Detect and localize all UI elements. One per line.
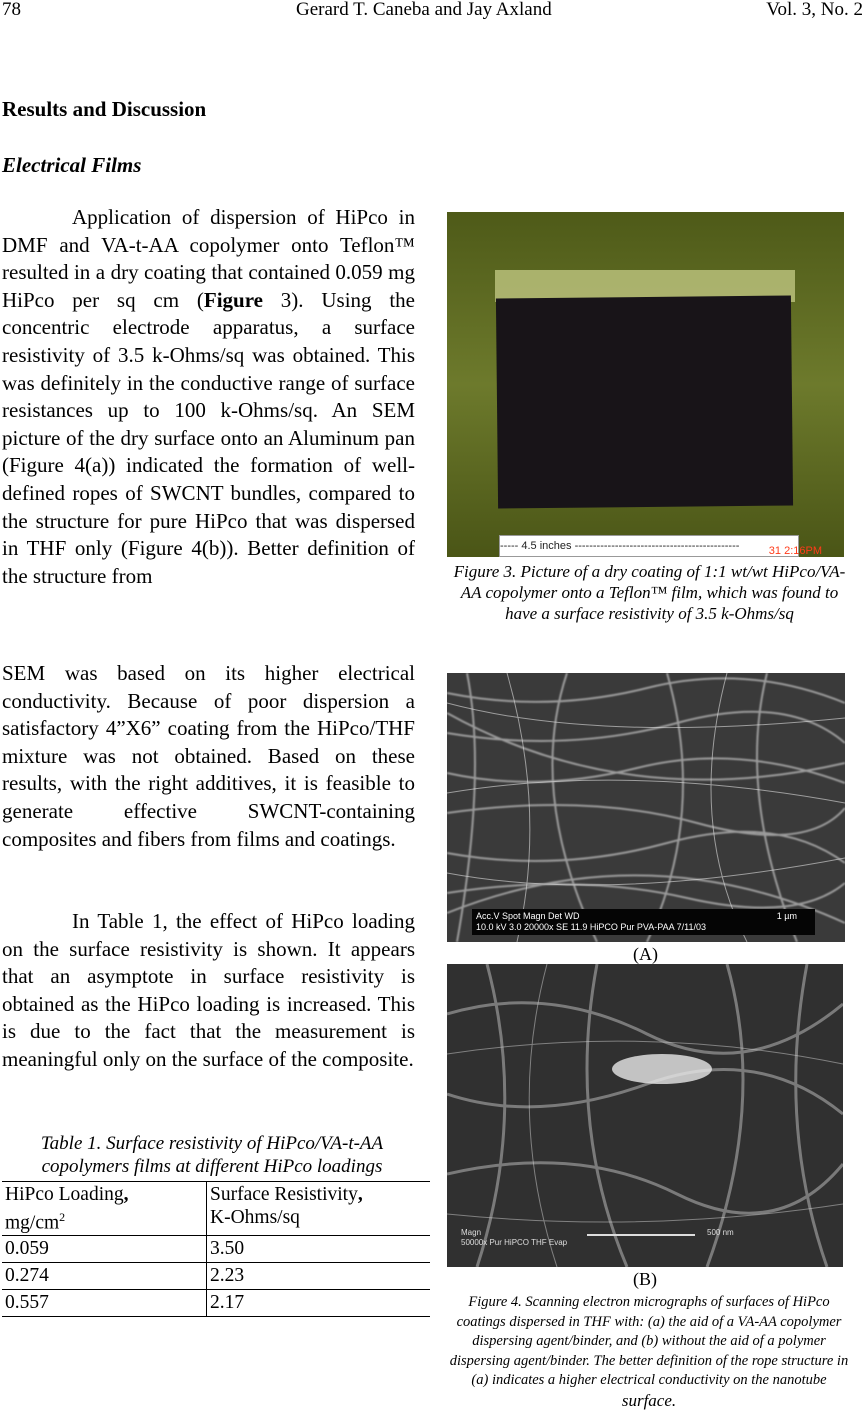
paragraph-3-text: In Table 1, the effect of HiPco loading on the surface resistivity is shown. It appears that an asymptote in surface resistivity is obtained as the HiPco loading is increased. This is due to the fact that the measurement is meaningful only on the surface of the composite. xyxy=(2,909,415,1071)
header-authors: Gerard T. Caneba and Jay Axland xyxy=(296,0,552,20)
cell-resistivity: 2.17 xyxy=(207,1290,431,1317)
paragraph-3 xyxy=(2,908,415,1074)
figure-4a-label: (A) xyxy=(633,944,658,964)
figure-3-caption: Figure 3. Picture of a dry coating of 1:1 wt/wt HiPco/VA-AA copolymer onto a Teflon™ film, which was found to have a surface resistivity of 3.5 k-Ohms/sq xyxy=(453,562,846,623)
table-caption: Table 1. Surface resistivity of HiPco/VA-t-AA copolymers films at different HiPco loadings xyxy=(40,1133,384,1177)
subsection-title: Electrical Films xyxy=(2,153,142,177)
paragraph-2 xyxy=(2,660,415,853)
col-header-loading: HiPco Loading, $mg/cm^2$ xyxy=(2,1182,207,1236)
paragraph-2-text: SEM was based on its higher electrical conductivity. Because of poor dispersion a satisfactory 4”X6” coating from the HiPco/THF mixture was not obtained. Based on these results, with the right additives, it is feasible to generate effective SWCNT-containing composites and fibers from films and coatings. xyxy=(2,661,415,851)
figure-3-photo xyxy=(447,212,844,557)
paragraph-1-text-b: 3). Using the concentric electrode apparatus, a surface resistivity of 3.5 k-Ohms/sq was obtained. This was definitely in the conductive range of surface resistances up to 100 k-Ohms/sq. An SEM picture of the dry surface onto an Aluminum pan (Figure 4(a)) indicated the formation of well-defined ropes of SWCNT bundles, compared to the structure for pure HiPco that was dispersed in THF only (Figure 4(b)). Better definition of the structure from xyxy=(2,287,416,588)
header-volume: Vol. 3, No. 2 xyxy=(766,0,863,20)
camera-timestamp: 31 2:16PM xyxy=(768,545,822,557)
ruler-label: ----- 4.5 inches --------------------------------------------- xyxy=(499,535,799,557)
cell-resistivity: 2.23 xyxy=(207,1263,431,1290)
resistivity-table xyxy=(2,1181,430,1317)
figure-ref-bold: Figure xyxy=(203,287,263,312)
coated-film xyxy=(496,295,793,508)
page-number: 78 xyxy=(2,0,21,20)
table-row xyxy=(2,1290,430,1317)
cell-resistivity: 3.50 xyxy=(207,1236,431,1263)
table-row xyxy=(2,1263,430,1290)
cell-loading: 0.557 xyxy=(2,1290,207,1317)
cell-loading: 0.059 xyxy=(2,1236,207,1263)
figure-4-caption-text: Figure 4. Scanning electron micrographs of surfaces of HiPco coatings dispersed in THF with: (a) the aid of a VA-AA copolymer dispersing agent/binder, and (b) without the aid of a polymer dispersing agent/binder. The better definition of the rope structure in (a) indicates a higher electrical conductivity on the nanotube xyxy=(449,1294,849,1388)
scale-bar xyxy=(587,1234,695,1236)
paragraph-1-text-a: Application of dispersion of HiPco in DMF and VA-t-AA copolymer onto Teflon™ resulted in a dry coating that contained 0.059 mg HiPco per sq cm ( xyxy=(2,205,415,312)
col-header-resistivity: Surface Resistivity, K-Ohms/sq xyxy=(207,1182,431,1236)
figure-4a-micrograph xyxy=(447,673,845,942)
table-row xyxy=(2,1236,430,1263)
section-title: Results and Discussion xyxy=(2,97,207,121)
table-header-row xyxy=(2,1182,430,1236)
cell-loading: 0.274 xyxy=(2,1263,207,1290)
sem-a-databar: Acc.V Spot Magn Det WD 10.0 kV 3.0 20000x SE 11.9 HiPCO Pur PVA-PAA 7/11/03 1 µm xyxy=(472,909,815,935)
figure-4-caption xyxy=(449,1293,849,1412)
sem-b-scale: 500 nm xyxy=(707,1228,734,1237)
figure-4b-micrograph xyxy=(447,964,843,1267)
running-header xyxy=(0,0,865,28)
figure-4-caption-end: surface. xyxy=(621,1390,677,1410)
sem-b-databar: Magn 50000x Pur HiPCO THF Evap xyxy=(461,1228,568,1247)
figure-4b-label: (B) xyxy=(633,1269,657,1289)
paragraph-1 xyxy=(2,204,415,590)
